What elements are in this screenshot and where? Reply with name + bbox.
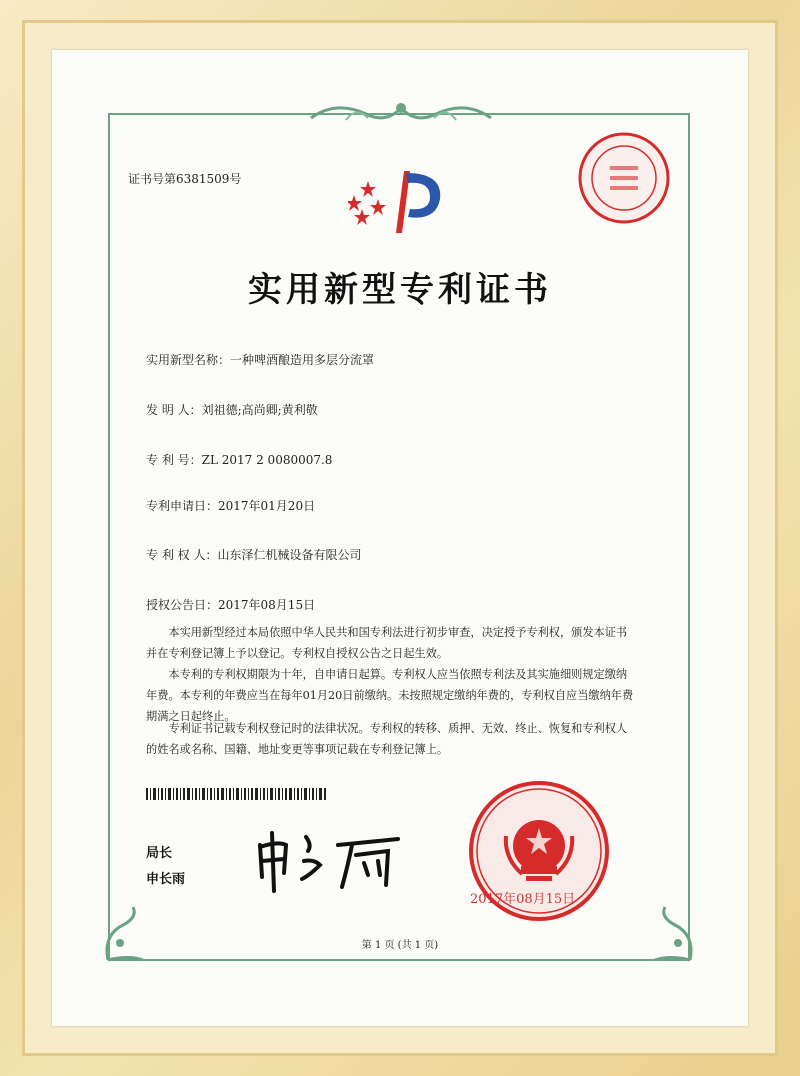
signature-icon (248, 815, 408, 895)
stamp-icon (576, 130, 672, 226)
corner-ornament-icon (98, 905, 148, 965)
utility-model-name: 实用新型名称：一种啤酒酿造用多层分流罩 (146, 353, 375, 367)
corner-ornament-icon (650, 905, 700, 965)
patent-office-logo-icon (348, 165, 448, 235)
application-date: 专利申请日：2017年01月20日 (146, 499, 316, 513)
paragraph-grant: 本实用新型经过本局依照中华人民共和国专利法进行初步审查，决定授予专利权，颁发本证书并在专利登记簿上予以登记。专利权自授权公告之日起生效。 (146, 626, 628, 660)
barcode-icon (146, 788, 326, 800)
page-number: 第 1 页 (共 1 页) (361, 940, 439, 951)
announcement-date: 授权公告日：2017年08月15日 (146, 598, 316, 612)
top-ornament-icon (306, 98, 496, 126)
patent-number: 专 利 号：ZL 2017 2 0080007.8 (146, 453, 333, 467)
paragraph-legal-status: 专利证书记载专利权登记时的法律状况。专利权的转移、质押、无效、终止、恢复和专利权人的姓名或名称、国籍、地址变更等事项记载在专利登记簿上。 (146, 722, 628, 756)
director-name: 申长雨 (146, 872, 186, 887)
certificate-title: 实用新型专利证书 (248, 270, 552, 310)
certificate-number: 证书号第6381509号 (128, 172, 242, 186)
inventors: 发 明 人：刘祖德;高尚卿;黄利敬 (146, 403, 318, 417)
paragraph-term: 本专利的专利权期限为十年，自申请日起算。专利权人应当依照专利法及其实施细则规定缴纳年费。本专利的年费应当在每年01月20日前缴纳。未按照规定缴纳年费的，专利权自应当缴纳年费期满之日起终止。 (146, 668, 634, 723)
patentee: 专 利 权 人：山东泽仁机械设备有限公司 (146, 548, 362, 562)
director-title: 局长 (146, 846, 173, 861)
seal-date: 2017年08月15日 (470, 892, 576, 907)
